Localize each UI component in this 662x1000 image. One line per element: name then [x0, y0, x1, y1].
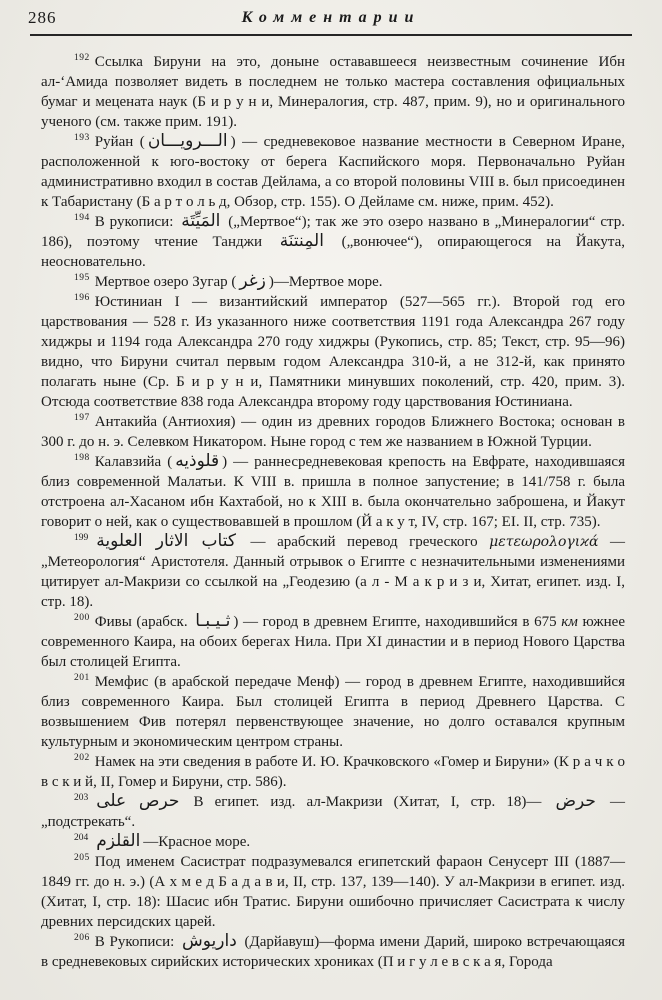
note-entry — [41, 752, 625, 792]
note-text: Намек на эти сведения в работе И. Ю. Крачковского «Гомер и Бируни» (К р а ч к о в с к и й, II, Гомер и Бируни, стр. 586). — [41, 754, 625, 790]
note-number: 197 — [74, 413, 90, 423]
note-text: ) — город в древнем Египте, находившийся в 675 — [233, 614, 562, 630]
note-entry — [41, 612, 625, 672]
note-number: 199 — [74, 533, 89, 543]
note-number: 205 — [74, 853, 90, 863]
note-number: 192 — [74, 53, 90, 63]
note-text: Фивы (арабск. — [94, 614, 193, 630]
note-entry — [41, 532, 625, 612]
note-text: В Рукописи: — [94, 934, 180, 950]
note-text: — „Метеорология“ Аристотеля. Данный отрывок о Египте с незначительными изменениями цитирует ал-Макризи со ссылкой на „Геодезию (а л - М а к р и з и, Хитат, египет. изд. I, стр. 18). — [41, 534, 625, 610]
note-text: В египет. изд. ал-Макризи (Хитат, I, стр. 18)— — [182, 794, 553, 810]
note-entry — [41, 932, 625, 972]
note-number: 206 — [74, 933, 90, 943]
note-entry — [41, 412, 625, 452]
arabic-text: كتاب الاثار العلوية — [96, 531, 236, 551]
note-text: — арабский перевод греческого — [238, 534, 490, 550]
arabic-text: المَيِّتَة — [181, 211, 221, 231]
note-text: Руйан ( — [94, 134, 145, 150]
greek-text: μετεωρολογιϰά — [489, 534, 599, 550]
note-text: южнее современного Каира, на обоих берегах Нила. При XI династии и в период Нового Царства был столицей Египта. — [41, 614, 625, 670]
arabic-text: داريوش — [182, 931, 237, 951]
note-entry — [41, 832, 625, 852]
note-entry — [41, 452, 625, 532]
note-text: (Дарйавуш)—форма имени Дарий, широко встречающаяся в средневековых сирийских исторических хрониках (П и г у л е в с к а я, Города — [41, 934, 625, 970]
arabic-text: ثـيـبـا — [195, 611, 231, 631]
note-entry — [41, 852, 625, 932]
italic-text: км — [561, 614, 578, 630]
note-number: 204 — [74, 833, 89, 843]
note-number: 196 — [74, 293, 90, 303]
arabic-text: المِنتنَة — [279, 231, 324, 251]
running-title: Комментарии — [241, 9, 421, 26]
note-number: 201 — [74, 673, 90, 683]
note-text: Под именем Сасистрат подразумевался египетский фараон Сенусерт III (1887—1849 гг. до н. э.) (А х м е д Б а д а в и, II, стр. 137, 139—140). У ал-Макризи в египет. изд. (Хитат, I, стр. 18): Шасис ибн Тратис. Бируни ошибочно причисляет Сасистрата к числу древних персидских царей. — [41, 854, 625, 930]
commentary-notes — [0, 52, 662, 972]
note-text: В рукописи: — [94, 214, 179, 230]
note-number: 202 — [74, 753, 90, 763]
note-text: („вонючее“), опирающегося на Йакута, неосновательно. — [41, 234, 625, 270]
note-entry — [41, 272, 625, 292]
note-entry — [41, 132, 625, 212]
note-text: ) — раннесредневековая крепость на Евфрате, находившаяся близ современной Малатьи. К VIII в. пришла в полное запустение; в 141/758 г. была отстроена ал-Хасаном ибн Кахтабой, но к XIII в. была окончательно заброшена, и Йакут говорит о ней, как о существовавшей в прошлом (Й а к у т, IV, стр. 167; EI. II, стр. 735). — [41, 454, 625, 530]
note-number: 200 — [74, 613, 90, 623]
note-number: 194 — [74, 213, 90, 223]
note-number: 203 — [74, 793, 89, 803]
note-text: Юстиниан I — византийский император (527—565 гг.). Второй год его царствования — 528 г. Из указанного ниже соответствия 1191 года Александра 267 году хиджры и 1194 года Александра 270 году хиджры (Рукопись, стр. 85; Текст, стр. 95—96) видно, что Бируни считал первым годом Александра 310-й, а не 312-й, как принято полагать ныне (Ср. Б и р у н и, Памятники минувших поколений, стр. 420, прим. 3). Отсюда соответствие 838 года Александра второму году царствования Юстиниана. — [41, 294, 625, 410]
page-number: 286 — [28, 8, 57, 27]
note-text: —„подстрекать“. — [41, 794, 625, 830]
page-header — [0, 0, 662, 32]
note-entry — [41, 292, 625, 412]
arabic-text: زغر — [239, 271, 266, 291]
arabic-text: حرص على — [96, 791, 180, 811]
note-entry — [41, 52, 625, 132]
note-text: Ссылка Бируни на это, доныне остававшееся неизвестным сочинение Ибн ал-‘Амида позволяет видеть в последнем не только мастера составления официальных бумаг и мецената наук (Б и р у н и, Минералогия, стр. 487, прим. 9), но и оригинального ученого (см. также прим. 191). — [41, 54, 625, 130]
note-entry — [41, 792, 625, 832]
header-rule — [30, 34, 632, 36]
note-number: 195 — [74, 273, 90, 283]
note-entry — [41, 212, 625, 272]
note-text: („Мертвое“); так же это озеро названо в „Минералогии“ стр. 186), поэтому чтение Танджи — [41, 214, 625, 250]
note-text: Калавзийа ( — [94, 454, 173, 470]
note-text: Мемфис (в арабской передаче Менф) — город в древнем Египте, находившийся близ современного Каира. Был столицей Египта в период Древнего Царства. С возвышением Фив потерял первенствующее значение, но долго оставался крупным культурным и экономическим центром страны. — [41, 674, 625, 750]
note-text: ) — средневековое название местности в Северном Иране, расположенной к юго-востоку от берега Каспийского моря. Первоначально Руйан административно входил в состав Дейлама, а со второй половины VIII в. был присоединен к Табаристану (Б а р т о л ь д, Обзор, стр. 155). О Дейламе см. ниже, прим. 452). — [41, 134, 625, 210]
note-text: —Красное море. — [143, 834, 251, 850]
arabic-text: حرض — [555, 791, 596, 811]
note-entry — [41, 672, 625, 752]
note-text: Мертвое озеро Зугар ( — [94, 274, 237, 290]
note-text: )—Мертвое море. — [268, 274, 383, 290]
note-text: Антакийа (Антиохия) — один из древних городов Ближнего Востока; основан в 300 г. до н. э. Селевком Никатором. Ныне город с тем же названием в Южной Турции. — [41, 414, 625, 450]
arabic-text: القلزم — [96, 831, 141, 851]
arabic-text: الـــرويـــان — [147, 131, 228, 151]
note-number: 198 — [74, 453, 90, 463]
arabic-text: قلوذيه — [175, 451, 220, 471]
note-number: 193 — [74, 133, 90, 143]
